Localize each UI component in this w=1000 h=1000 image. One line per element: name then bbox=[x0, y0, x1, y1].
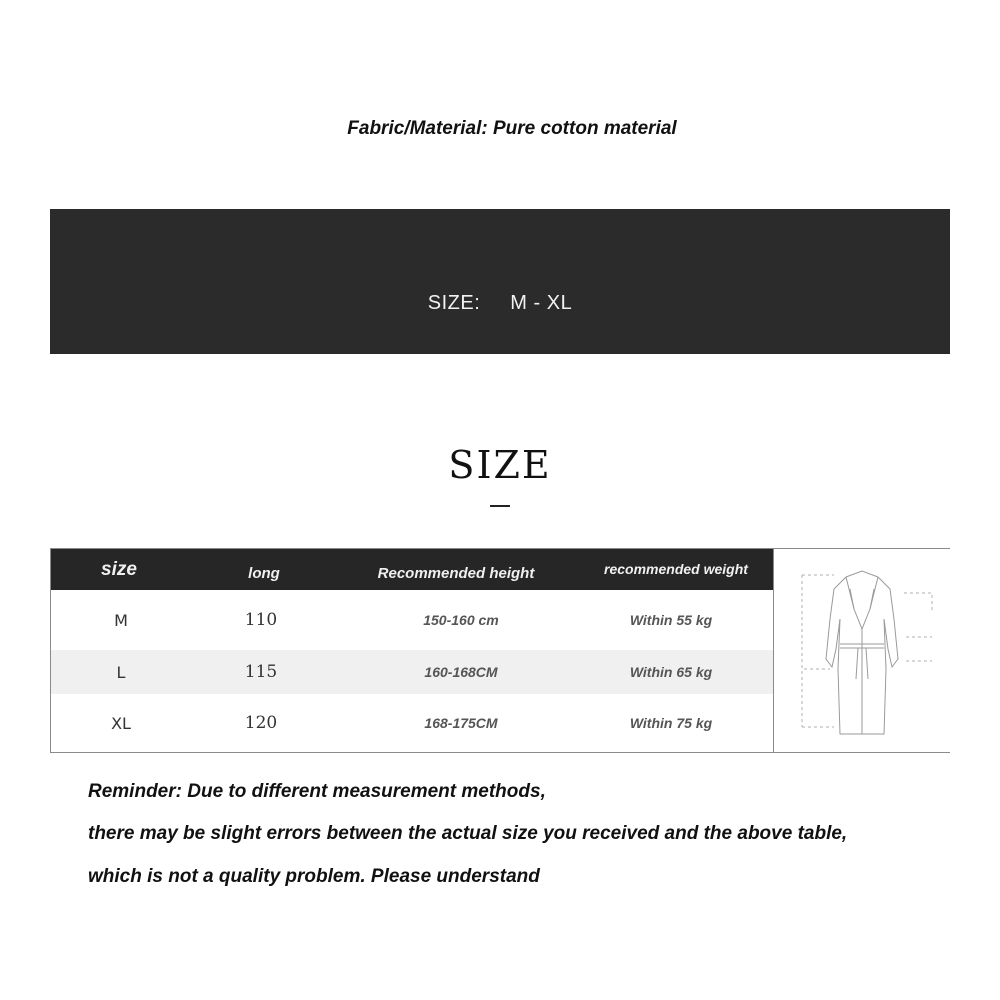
cell-height: 150-160 cm bbox=[423, 612, 499, 628]
header-size: size bbox=[101, 559, 137, 580]
cell-size: L bbox=[116, 662, 126, 682]
size-table bbox=[50, 548, 774, 753]
heading-underline bbox=[490, 505, 510, 507]
cell-height: 168-175CM bbox=[424, 715, 498, 731]
size-banner-value: M - XL bbox=[510, 292, 573, 314]
header-recommended-height: Recommended height bbox=[377, 565, 535, 582]
cell-weight: Within 75 kg bbox=[629, 715, 713, 731]
table-row bbox=[51, 650, 773, 694]
table-row bbox=[51, 590, 773, 650]
coat-outline-icon bbox=[774, 549, 950, 754]
size-heading: SIZE bbox=[448, 443, 552, 487]
reminder-line-3: which is not a quality problem. Please understand bbox=[88, 866, 540, 887]
fabric-material-text: Fabric/Material: Pure cotton material bbox=[347, 118, 677, 139]
header-long: long bbox=[248, 565, 280, 582]
size-banner bbox=[50, 209, 950, 354]
cell-long: 120 bbox=[244, 713, 278, 733]
reminder-line-2: there may be slight errors between the actual size you received and the above table, bbox=[88, 823, 848, 844]
cell-weight: Within 55 kg bbox=[629, 612, 713, 628]
size-banner-label: SIZE: bbox=[427, 292, 481, 314]
cell-long: 115 bbox=[244, 662, 278, 682]
cell-size: XL bbox=[111, 713, 131, 733]
cell-long: 110 bbox=[244, 610, 278, 630]
header-recommended-weight: recommended weight bbox=[604, 561, 748, 577]
cell-height: 160-168CM bbox=[424, 664, 498, 680]
table-row bbox=[51, 694, 773, 752]
size-banner-content bbox=[50, 292, 950, 315]
reminder-line-1: Reminder: Due to different measurement methods, bbox=[88, 781, 546, 802]
table-header bbox=[51, 549, 773, 590]
cell-weight: Within 65 kg bbox=[629, 664, 713, 680]
cell-size: M bbox=[114, 610, 128, 630]
garment-diagram bbox=[774, 548, 950, 753]
